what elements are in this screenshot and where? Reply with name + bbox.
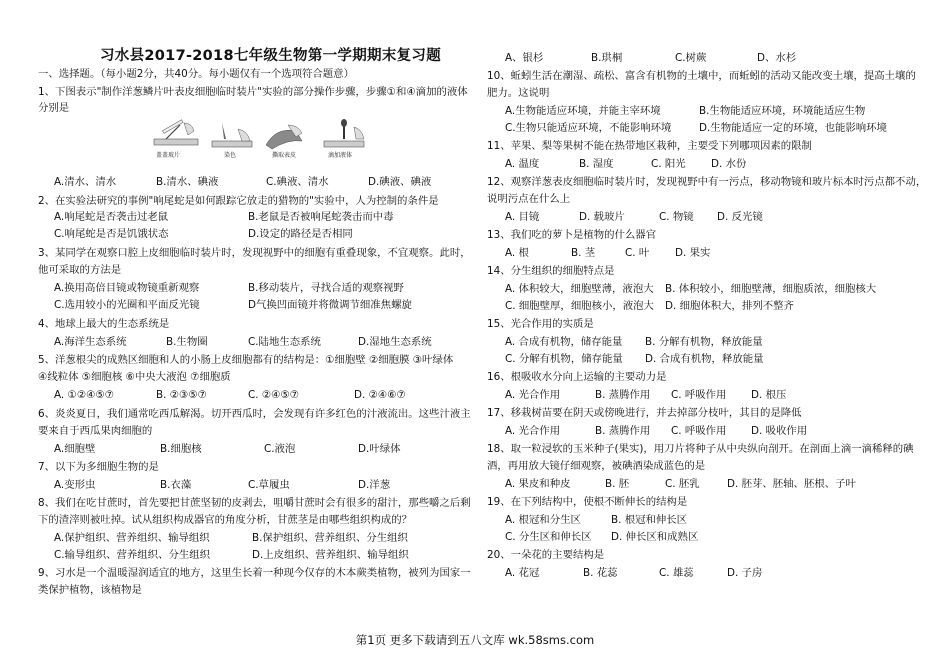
question-14: 14、分生组织的细胞特点是 bbox=[487, 265, 615, 277]
q1-option-d: D.碘液、碘液 bbox=[368, 176, 432, 188]
q8-option-b: B.保护组织、营养组织、分生组织 bbox=[252, 532, 408, 544]
question-5-line-2: ④线粒体 ⑤细胞核 ⑥中央大液泡 ⑦细胞质 bbox=[38, 371, 231, 383]
q15-option-b: B. 分解有机物，释放能量 bbox=[645, 336, 763, 348]
q20-option-a: A. 花冠 bbox=[505, 567, 540, 579]
q17-option-b: B. 蒸腾作用 bbox=[595, 425, 651, 437]
q9-option-d: D、水杉 bbox=[757, 52, 797, 64]
question-16: 16、根吸收水分向上运输的主要动力是 bbox=[487, 371, 667, 383]
question-1-line-2: 分别是 bbox=[38, 102, 70, 114]
q18-option-b: B. 胚 bbox=[605, 478, 630, 490]
question-12-line-1: 12、观察洋葱表皮细胞临时装片时，发现视野中有一污点，移动物镜和玻片标本时污点都不动， bbox=[487, 176, 927, 188]
question-7: 7、以下为多细胞生物的是 bbox=[38, 461, 159, 473]
q16-option-b: B. 蒸腾作用 bbox=[595, 389, 651, 401]
question-6-line-1: 6、炎炎夏日，我们通常吃西瓜解渴。切开西瓜时，会发现有许多红色的汁液流出。这些汁液主 bbox=[38, 408, 471, 420]
q13-option-d: D. 果实 bbox=[675, 247, 711, 259]
q3-option-c: C.选用较小的光圈和平面反光镜 bbox=[54, 299, 200, 311]
question-19: 19、在下列结构中，使根不断伸长的结构是 bbox=[487, 496, 688, 508]
q12-option-a: A. 目镜 bbox=[505, 211, 540, 223]
q18-option-a: A. 果皮和种皮 bbox=[505, 478, 571, 490]
question-4: 4、地球上最大的生态系统是 bbox=[38, 318, 170, 330]
q1-procedure-figure bbox=[148, 119, 448, 167]
q8-option-c: C.输导组织、营养组织、分生组织 bbox=[54, 549, 211, 561]
question-6-line-2: 要来自于西瓜果肉细胞的 bbox=[38, 425, 153, 437]
q10-option-b: B.生物能适应环境，环境能适应生物 bbox=[699, 105, 866, 117]
q9-option-c: C.树蕨 bbox=[675, 52, 707, 64]
q3-option-b: B.移动装片，寻找合适的观察视野 bbox=[248, 282, 404, 294]
q19-option-b: B. 根冠和伸长区 bbox=[611, 514, 688, 526]
q4-option-a: A.海洋生态系统 bbox=[54, 336, 127, 348]
q11-option-c: C. 阳光 bbox=[651, 158, 686, 170]
q15-option-c: C. 分解有机物，储存能量 bbox=[505, 353, 623, 365]
q1-option-a: A.清水、清水 bbox=[54, 176, 117, 188]
q6-option-b: B.细胞核 bbox=[160, 443, 202, 455]
question-5-line-1: 5、洋葱根尖的成熟区细胞和人的小肠上皮细胞都有的结构是：①细胞壁 ②细胞膜 ③叶绿体 bbox=[38, 354, 454, 366]
q15-option-a: A. 合成有机物，储存能量 bbox=[505, 336, 623, 348]
q11-option-d: D. 水份 bbox=[711, 158, 747, 170]
q2-option-b: B.老鼠是否被响尾蛇袭击而中毒 bbox=[248, 211, 394, 223]
question-10-line-1: 10、蚯蚓生活在潮湿、疏松、富含有机物的土壤中，而蚯蚓的活动又能改变土壤，提高土壤的 bbox=[487, 70, 916, 82]
q19-option-c: C. 分生区和伸长区 bbox=[505, 531, 592, 543]
q19-option-d: D. 伸长区和成熟区 bbox=[611, 531, 699, 543]
step-peel-icon bbox=[266, 125, 302, 149]
question-10-line-2: 肥力。这说明 bbox=[487, 87, 550, 99]
q17-option-d: D. 吸收作用 bbox=[751, 425, 808, 437]
q8-option-d: D.上皮组织、营养组织、输导组织 bbox=[252, 549, 409, 561]
q13-option-a: A. 根 bbox=[505, 247, 529, 259]
page-footer: 第1页 更多下载请到五八文库 wk.58sms.com bbox=[355, 633, 595, 647]
step-add-liquid-icon bbox=[324, 119, 364, 147]
q10-option-c: C.生物只能适应环境，不能影响环境 bbox=[505, 122, 672, 134]
question-1-line-1: 1、下图表示"制作洋葱鳞片叶表皮细胞临时装片"实验的部分操作步骤，步骤①和④滴加的液体 bbox=[38, 86, 468, 98]
q6-option-c: C.液泡 bbox=[264, 443, 296, 455]
q2-option-a: A.响尾蛇是否袭击过老鼠 bbox=[54, 211, 169, 223]
q12-option-b: D. 载玻片 bbox=[579, 211, 625, 223]
question-12-line-2: 说明污点在什么上 bbox=[487, 193, 571, 205]
question-9-line-2: 类保护植物，该植物是 bbox=[38, 584, 142, 596]
question-3-line-1: 3、某同学在观察口腔上皮细胞临时装片时，发现视野中的细胞有重叠现象，不宜观察。此时， bbox=[38, 247, 471, 259]
q12-option-d: D. 反光镜 bbox=[717, 211, 763, 223]
q12-option-c: C. 物镜 bbox=[659, 211, 694, 223]
question-15: 15、光合作用的实质是 bbox=[487, 318, 594, 330]
q10-option-a: A.生物能适应环境，并能主宰环境 bbox=[505, 105, 661, 117]
q2-option-c: C.响尾蛇是否是饥饿状态 bbox=[54, 228, 169, 240]
q19-option-a: A. 根冠和分生区 bbox=[505, 514, 581, 526]
q18-option-c: C. 胚乳 bbox=[665, 478, 700, 490]
q18-option-d: D. 胚芽、胚轴、胚根、子叶 bbox=[727, 478, 856, 490]
q6-option-a: A.细胞壁 bbox=[54, 443, 96, 455]
q20-option-b: B. 花蕊 bbox=[583, 567, 618, 579]
question-8-line-1: 8、我们在吃甘蔗时，首先要把甘蔗坚韧的皮剥去，咀嚼甘蔗时会有很多的甜汁，那些嚼之后剩 bbox=[38, 497, 471, 509]
q13-option-c: C. 叶 bbox=[625, 247, 650, 259]
q14-option-d: D. 细胞体积大，排列不整齐 bbox=[665, 300, 794, 312]
q2-option-d: D.设定的路径是否相同 bbox=[248, 228, 353, 240]
fig-label-2: 染色 bbox=[224, 152, 237, 159]
question-9-line-1: 9、习水是一个温暖湿润适宜的地方，这里生长着一种现今仅存的木本蕨类植物，被列为国家一 bbox=[38, 567, 471, 579]
fig-label-1: 盖盖玻片 bbox=[156, 152, 181, 159]
step-cover-slip-icon bbox=[154, 120, 198, 145]
q9-option-b: B.珙桐 bbox=[591, 52, 623, 64]
q20-option-c: C. 雄蕊 bbox=[659, 567, 694, 579]
q3-option-d: D气换凹面镜并将微调节细准焦螺旋 bbox=[248, 299, 412, 311]
question-20: 20、一朵花的主要结构是 bbox=[487, 549, 605, 561]
q3-option-a: A.换用高倍目镜或物镜重新观察 bbox=[54, 282, 200, 294]
q7-option-d: D.洋葱 bbox=[358, 479, 391, 491]
q10-option-d: D.生物能适应一定的环境，也能影响环境 bbox=[699, 122, 887, 134]
q6-option-d: D.叶绿体 bbox=[358, 443, 401, 455]
q1-option-b: B.清水、碘液 bbox=[156, 176, 219, 188]
q4-option-b: B.生物圈 bbox=[166, 336, 208, 348]
q14-option-b: B. 体积较小，细胞壁薄，细胞质浓，细胞核大 bbox=[665, 283, 877, 295]
q4-option-c: C.陆地生态系统 bbox=[248, 336, 321, 348]
question-11: 11、苹果、梨等果树不能在热带地区栽种，主要受下列哪项因素的限制 bbox=[487, 140, 812, 152]
q20-option-d: D. 子房 bbox=[727, 567, 763, 579]
q9-option-a: A、银杉 bbox=[505, 52, 544, 64]
question-13: 13、我们吃的萝卜是植物的什么器官 bbox=[487, 229, 657, 241]
q1-option-c: C.碘液、清水 bbox=[266, 176, 329, 188]
q11-option-a: A. 温度 bbox=[505, 158, 540, 170]
q13-option-b: B. 茎 bbox=[571, 247, 596, 259]
q7-option-a: A.变形虫 bbox=[54, 479, 96, 491]
q17-option-c: C. 呼吸作用 bbox=[671, 425, 727, 437]
q5-option-b: B. ②③⑤⑦ bbox=[156, 389, 207, 401]
q8-option-a: A.保护组织、营养组织、输导组织 bbox=[54, 532, 210, 544]
q16-option-a: A. 光合作用 bbox=[505, 389, 561, 401]
q16-option-d: D. 根压 bbox=[751, 389, 787, 401]
page-title: 习水县2017-2018七年级生物第一学期期末复习题 bbox=[100, 48, 442, 64]
question-2: 2、在实验法研究的事例"响尾蛇是如何跟踪它放走的猎物的"实验中，人为控制的条件是 bbox=[38, 195, 439, 207]
q5-option-d: D. ②④⑥⑦ bbox=[354, 389, 406, 401]
question-17: 17、移栽树苗要在阴天或傍晚进行，并去掉部分枝叶，其目的是降低 bbox=[487, 407, 802, 419]
fig-label-3: 撕取表皮 bbox=[272, 152, 297, 159]
q16-option-c: C. 呼吸作用 bbox=[671, 389, 727, 401]
q7-option-b: B.衣藻 bbox=[160, 479, 192, 491]
q5-option-a: A. ①②④⑤⑦ bbox=[54, 389, 115, 401]
question-8-line-2: 下的渣滓则被吐掉。试从组织构成器官的角度分析，甘蔗茎是由哪些组织构成的？ bbox=[38, 514, 413, 526]
q5-option-c: C. ②④⑤⑦ bbox=[248, 389, 300, 401]
question-3-line-2: 他可采取的方法是 bbox=[38, 264, 122, 276]
q15-option-d: D. 合成有机物，释放能量 bbox=[645, 353, 764, 365]
step-stain-icon bbox=[212, 123, 252, 147]
question-18-line-2: 酒，再用放大镜仔细观察，被碘酒染成蓝色的是 bbox=[487, 460, 706, 472]
q11-option-b: B. 湿度 bbox=[579, 158, 614, 170]
question-18-line-1: 18、取一粒浸软的玉米种子(果实)，用刀片将种子从中央纵向剖开。在剖面上滴一滴稀释的碘 bbox=[487, 443, 914, 455]
q14-option-a: A. 体积较大，细胞壁薄，液泡大 bbox=[505, 283, 654, 295]
q17-option-a: A. 光合作用 bbox=[505, 425, 561, 437]
q14-option-c: C. 细胞壁厚，细胞核小，液泡大 bbox=[505, 300, 654, 312]
procedure-illustration bbox=[148, 119, 448, 167]
section-heading: 一、选择题。（每小题2分，共40分。每小题仅有一个选项符合题意） bbox=[38, 68, 354, 80]
q4-option-d: D.湿地生态系统 bbox=[358, 336, 432, 348]
fig-label-4: 滴加液体 bbox=[328, 152, 353, 159]
q7-option-c: C.草履虫 bbox=[248, 479, 290, 491]
